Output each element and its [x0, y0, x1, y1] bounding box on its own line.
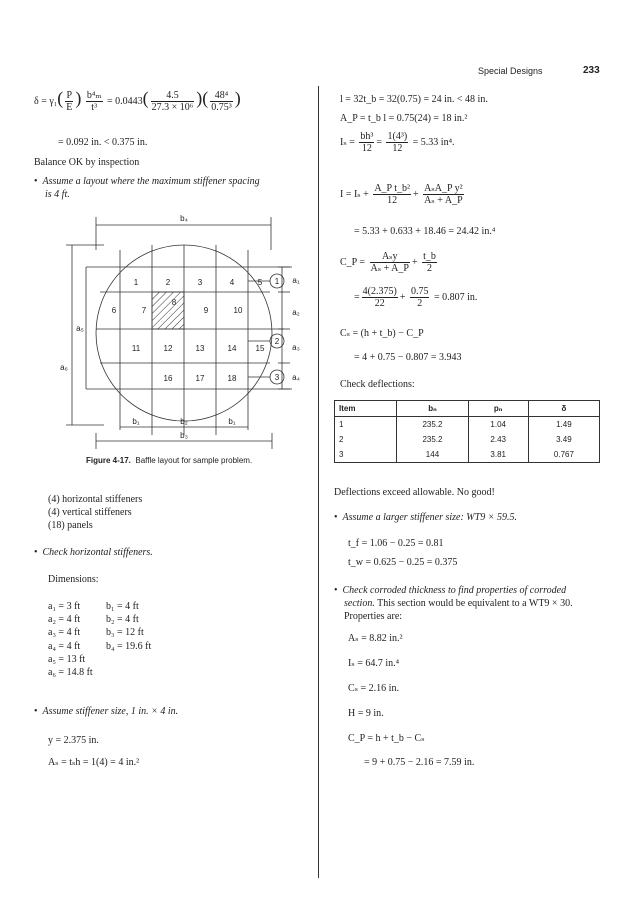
panel-1: 1 — [133, 278, 139, 287]
eq-delta-result: = 0.092 in. < 0.375 in. — [58, 137, 148, 148]
panel-10: 10 — [233, 306, 243, 315]
label-b4: b₄ — [180, 214, 188, 223]
panel-18: 18 — [227, 374, 237, 383]
stiffener-line-3: (18) panels — [48, 520, 93, 531]
table-row — [335, 432, 600, 447]
is-equation: Iₛ = $\frac{\text{bh³}}{12}$ = $\frac{\text{1(4³)}}{12}$ = 5.33 in⁴. — [340, 131, 455, 154]
assume-larger-stiffener: • Assume a larger stiffener size: WT9 × 59.5. — [334, 512, 517, 523]
dim-b4: b₄ = 19.6 ft — [106, 640, 152, 652]
dim-a5: a₅ = 13 ft — [48, 653, 86, 665]
tw-equation: t_w = 0.625 − 0.25 = 0.375 — [348, 557, 458, 568]
tf-equation: t_f = 1.06 − 0.25 = 0.81 — [348, 538, 444, 549]
page-number: 233 — [583, 65, 600, 76]
panel-15: 15 — [255, 344, 265, 353]
table-cell: 3.49 — [528, 432, 599, 447]
properties-are: Properties are: — [344, 611, 403, 622]
table-cell: 0.767 — [528, 447, 599, 463]
label-b1-left: b₁ — [132, 417, 140, 426]
cp-substituted: = $\frac{4(2.375)}{22}$ + $\frac{0.75}{2}$ = 0.807 in. — [354, 286, 478, 309]
check-deflections: Check deflections: — [340, 379, 415, 390]
panel-2: 2 — [165, 278, 171, 287]
label-a6: a₆ — [60, 363, 68, 372]
table-cell: 235.2 — [397, 432, 468, 447]
deflections-exceed: Deflections exceed allowable. No good! — [334, 487, 495, 498]
deflection-table — [334, 400, 600, 463]
col-header-delta: δ — [528, 401, 599, 417]
panel-17: 17 — [195, 374, 205, 383]
check-corroded-line1: • Check corroded thickness to find properties of corroded — [334, 585, 566, 596]
tag-1-label: 1 — [274, 277, 280, 286]
col-header-bn: bₙ — [397, 401, 468, 417]
label-b1-right: b₁ — [228, 417, 236, 426]
column-divider — [318, 86, 319, 878]
tag-3-label: 3 — [274, 373, 280, 382]
dim-b1: b₁ = 4 ft — [106, 601, 139, 612]
figure-title: Baffle layout for sample problem. — [135, 456, 253, 465]
dims-a-list — [48, 600, 93, 679]
figure-caption — [86, 456, 252, 465]
hatched-panel — [152, 292, 184, 329]
panel-14: 14 — [227, 344, 237, 353]
prop-h: H = 9 in. — [348, 708, 384, 719]
table-row — [335, 447, 600, 463]
dimensions-label: Dimensions: — [48, 574, 99, 585]
table-cell: 1.49 — [528, 417, 599, 433]
figure-label: Figure 4-17. — [86, 456, 131, 465]
prop-is: Iₛ = 64.7 in.⁴ — [348, 658, 400, 669]
table-cell: 144 — [397, 447, 468, 463]
l-equation: l = 32t_b = 32(0.75) = 24 in. < 48 in. — [340, 94, 488, 105]
table-cell: 1 — [335, 417, 397, 433]
tag-2-label: 2 — [274, 337, 280, 346]
panel-5: 5 — [257, 278, 263, 287]
dims-b-list — [106, 600, 151, 653]
y-equation: y = 2.375 in. — [48, 735, 99, 746]
panel-4: 4 — [229, 278, 235, 287]
check-horizontal-stiffeners: • Check horizontal stiffeners. — [34, 547, 153, 558]
panel-9: 9 — [203, 306, 209, 315]
dim-a6: a₆ = 14.8 ft — [48, 667, 93, 679]
panel-7: 7 — [141, 306, 147, 315]
dim-a3: a₃ = 4 ft — [48, 627, 81, 639]
table-row — [335, 417, 600, 433]
i-result: = 5.33 + 0.633 + 18.46 = 24.42 in.⁴ — [354, 226, 496, 237]
panel-6: 6 — [111, 306, 117, 315]
col-header-item: Item — [335, 401, 397, 417]
assume-layout-line1: • Assume a layout where the maximum stiffener spacing — [34, 176, 260, 187]
panel-13: 13 — [195, 344, 205, 353]
cp-equation: C_P = $\frac{\text{Aₛy}}{\text{Aₛ + A\_P}}$ + $\frac{t\_b}{2}$ — [340, 251, 436, 274]
label-a4: a₄ — [292, 373, 300, 382]
i-equation: I = Iₛ + $\frac{\text{A\_P t\_b²}}{12}$ + $\frac{\text{AₛA\_P y²}}{\text{Aₛ + A\_P}}$ — [340, 183, 463, 206]
cp-final-equation: C_P = h + t_b − Cₛ — [348, 733, 425, 744]
baffle-layout-figure — [34, 205, 304, 455]
table-cell: 1.04 — [468, 417, 528, 433]
prop-as: Aₛ = 8.82 in.² — [348, 633, 403, 644]
label-a5: a₅ — [76, 324, 84, 333]
cs-result: = 4 + 0.75 − 0.807 = 3.943 — [354, 352, 462, 363]
table-cell: 3 — [335, 447, 397, 463]
running-title: Special Designs — [478, 66, 543, 76]
label-b3: b₃ — [180, 431, 188, 440]
panel-12: 12 — [163, 344, 173, 353]
stiffener-line-2: (4) vertical stiffeners — [48, 507, 132, 518]
ap-equation: A_P = t_b l = 0.75(24) = 18 in.² — [340, 113, 468, 124]
check-corroded-line2: section. This section would be equivalent to a WT9 × 30. — [344, 598, 573, 609]
prop-cs: Cₛ = 2.16 in. — [348, 683, 399, 694]
table-cell: 3.81 — [468, 447, 528, 463]
cs-equation: Cₛ = (h + t_b) − C_P — [340, 328, 424, 339]
eq-delta: δ = γ₁( $\frac{P}{E}$ ) $\frac{\text{b⁴ₘ}}{\text{t³}}$ = 0.0443( $\frac{4.5}{\text{27.3 × 10⁶}}$ )( $\frac{\text{48⁴}}{\text{0.75³}}$ ) — [34, 88, 241, 114]
table-header-row — [335, 401, 600, 417]
table-cell: 235.2 — [397, 417, 468, 433]
panel-3: 3 — [197, 278, 203, 287]
panel-16: 16 — [163, 374, 173, 383]
table-cell: 2.43 — [468, 432, 528, 447]
label-a3: a₃ — [292, 343, 300, 352]
assume-layout-line2: is 4 ft. — [45, 189, 70, 200]
stiffener-line-1: (4) horizontal stiffeners — [48, 494, 143, 505]
table-cell: 2 — [335, 432, 397, 447]
panel-8: 8 — [171, 298, 177, 307]
cp-final-result: = 9 + 0.75 − 2.16 = 7.59 in. — [364, 757, 475, 768]
dim-a2: a₂ = 4 ft — [48, 614, 81, 626]
col-header-pn: pₙ — [468, 401, 528, 417]
dim-b2: b₂ = 4 ft — [106, 614, 139, 626]
dim-b3: b₃ = 12 ft — [106, 627, 144, 639]
label-a2: a₂ — [292, 308, 300, 317]
panel-11: 11 — [131, 344, 141, 353]
balance-text: Balance OK by inspection — [34, 157, 140, 168]
dim-a4: a₄ = 4 ft — [48, 640, 81, 652]
dim-a1: a₁ = 3 ft — [48, 601, 81, 612]
label-b2: b₂ — [180, 417, 188, 426]
label-a1: a₁ — [292, 276, 300, 285]
assume-stiffener-size: • Assume stiffener size, 1 in. × 4 in. — [34, 706, 178, 717]
as-equation: Aₛ = tₛh = 1(4) = 4 in.² — [48, 757, 140, 768]
